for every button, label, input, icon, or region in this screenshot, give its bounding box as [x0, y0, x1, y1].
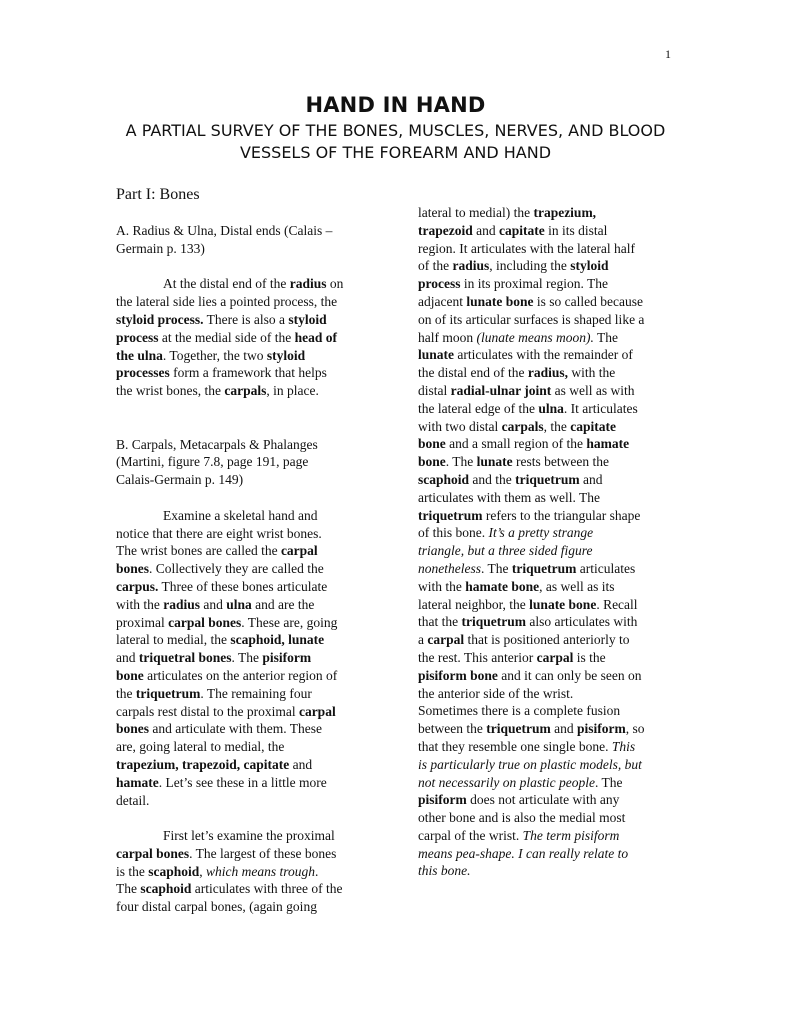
text-line: the distal end of the radius, with the [418, 365, 616, 381]
text-line: carpal bones. The largest of these bones [116, 845, 337, 861]
text-line: bones and articulate with them. These [116, 721, 322, 737]
text-line: with the radius and ulna and are the [116, 596, 315, 612]
text-line: of this bone. It’s a pretty strange [418, 525, 594, 541]
text-line: process at the medial side of the head of [116, 329, 337, 345]
text-line: four distal carpal bones, (again going [116, 899, 317, 915]
section-b-paragraph-1 [116, 507, 378, 810]
text-line: lateral to medial) the trapezium, [418, 205, 597, 220]
section-b-paragraph-2 [116, 827, 378, 916]
text-line: carpus. Three of these bones articulate [116, 578, 328, 594]
right-paragraph-2 [418, 702, 680, 880]
text-line: bone. The lunate rests between the [418, 454, 609, 470]
text-line: with two distal carpals, the capitate [418, 418, 616, 434]
text-line: The scaphoid articulates with three of the [116, 881, 343, 897]
text-line: styloid process. There is also a styloid [116, 311, 327, 327]
text-line: with the hamate bone, as well as its [418, 578, 615, 594]
text-line: (Martini, figure 7.8, page 191, page [116, 454, 309, 470]
text-line: articulates with them as well. The [418, 489, 600, 505]
part-heading: Part I: Bones [116, 186, 200, 203]
text-line: trapezoid and capitate in its distal [418, 222, 608, 238]
text-line: other bone and is also the medial most [418, 810, 626, 826]
text-line: scaphoid and the triquetrum and [418, 471, 603, 487]
text-line: the lateral side lies a pointed process, the [116, 294, 338, 310]
section-a-heading [116, 222, 378, 258]
text-line: First let’s examine the proximal [163, 828, 335, 844]
text-line: nonetheless. The triquetrum articulates [418, 560, 636, 576]
text-line: adjacent lunate bone is so called because [418, 293, 643, 309]
text-line: Germain p. 133) [116, 240, 205, 256]
document-title: HAND IN HAND [305, 93, 486, 117]
text-line: A. Radius & Ulna, Distal ends (Calais – [116, 223, 333, 238]
text-line: triquetrum refers to the triangular shape [418, 507, 641, 523]
text-line: that they resemble one single bone. This [418, 738, 636, 754]
text-line: B. Carpals, Metacarpals & Phalanges [116, 436, 318, 452]
text-line: half moon (lunate means moon). The [418, 329, 618, 345]
text-line: At the distal end of the radius on [163, 276, 344, 292]
text-line: the wrist bones, the carpals, in place. [116, 383, 319, 399]
text-line: the anterior side of the wrist. [418, 685, 574, 701]
text-line: pisiform bone and it can only be seen on [418, 667, 642, 683]
text-line: on of its articular surfaces is shaped like a [418, 311, 645, 327]
text-line: proximal carpal bones. These are, going [116, 614, 338, 630]
text-line: pisiform does not articulate with any [418, 792, 620, 808]
left-column [116, 222, 378, 916]
text-line: notice that there are eight wrist bones. [116, 525, 322, 541]
text-line: and triquetral bones. The pisiform [116, 650, 312, 666]
text-line: between the triquetrum and pisiform, so [418, 721, 645, 737]
text-line: carpals rest distal to the proximal carpal [116, 703, 336, 719]
text-line: detail. [116, 792, 150, 808]
text-line: not necessarily on plastic people. The [418, 774, 623, 790]
text-line: process in its proximal region. The [418, 276, 608, 292]
text-line: bone and a small region of the hamate [418, 436, 630, 452]
text-line: the lateral edge of the ulna. It articulates [418, 400, 638, 416]
text-line: hamate. Let’s see these in a little more [116, 774, 327, 790]
text-line: The wrist bones are called the carpal [116, 543, 318, 559]
text-line: lateral to medial, the scaphoid, lunate [116, 632, 325, 648]
text-line: is the scaphoid, which means trough. [116, 863, 319, 879]
text-line: that the triquetrum also articulates with [418, 614, 638, 630]
text-line: lunate articulates with the remainder of [418, 347, 633, 363]
text-line: distal radial-ulnar joint as well as with [418, 382, 635, 398]
text-line: carpal of the wrist. The term pisiform [418, 827, 620, 843]
text-line: lateral neighbor, the lunate bone. Recall [418, 596, 638, 612]
text-line: Examine a skeletal hand and [163, 507, 318, 523]
text-line: the ulna. Together, the two styloid [116, 347, 306, 363]
text-line: of the radius, including the styloid [418, 258, 609, 274]
text-line: is particularly true on plastic models, but [418, 756, 642, 772]
text-line: the triquetrum. The remaining four [116, 685, 312, 701]
text-line: Calais-Germain p. 149) [116, 472, 244, 488]
text-line: bones. Collectively they are called the [116, 561, 324, 577]
text-line: trapezium, trapezoid, capitate and [116, 756, 313, 772]
text-line: a carpal that is positioned anteriorly to [418, 632, 630, 648]
text-line: means pea-shape. I can really relate to [418, 845, 629, 861]
page-number: 1 [665, 47, 671, 61]
text-line: the rest. This anterior carpal is the [418, 649, 606, 665]
text-line: are, going lateral to medial, the [116, 739, 285, 755]
text-line: processes form a framework that helps [116, 365, 327, 381]
section-a-paragraph [116, 275, 378, 400]
right-paragraph-1 [418, 204, 680, 702]
right-column [418, 204, 680, 880]
text-line: bone articulates on the anterior region of [116, 667, 338, 683]
section-b-heading [116, 436, 378, 489]
text-line: triangle, but a three sided figure [418, 543, 593, 559]
text-line: Sometimes there is a complete fusion [418, 703, 621, 719]
text-line: this bone. [418, 863, 471, 879]
document-subtitle: A PARTIAL SURVEY OF THE BONES, MUSCLES, NERVES, AND BLOOD VESSELS OF THE FOREARM AND HAND [125, 121, 666, 162]
text-line: region. It articulates with the lateral half [418, 240, 636, 256]
